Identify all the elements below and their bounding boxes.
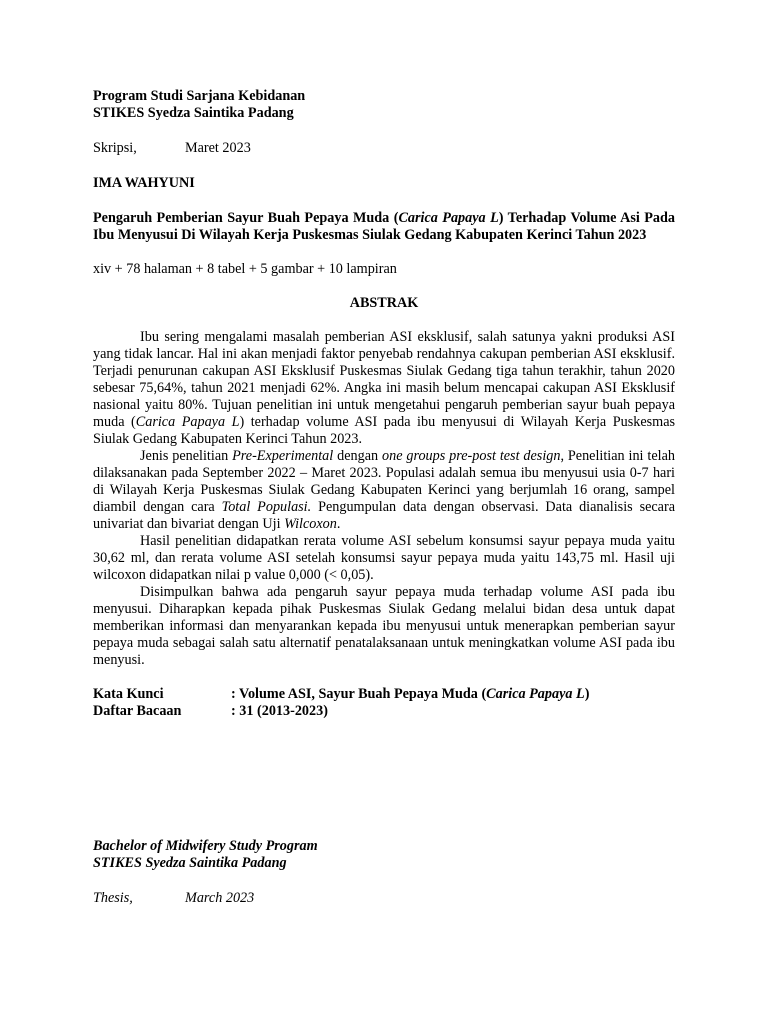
p2-text-a: Jenis penelitian xyxy=(140,448,233,464)
author-name: IMA WAHYUNI xyxy=(93,175,195,191)
keywords-label: Kata Kunci xyxy=(93,686,164,702)
program-name: Program Studi Sarjana Kebidanan xyxy=(93,88,306,104)
p2-italic-1: Pre-Experimental xyxy=(232,448,334,464)
abstract-paragraph-2 xyxy=(93,448,675,533)
p1-text-a: Ibu sering mengalami masalah pemberian ASI eksklusif, salah satunya yakni produksi ASI yang tidak lancar. Hal ini akan menjadi faktor penyebab rendahnya cakupan pemberian ASI eksklusif. Terjadi penurunan cakupan ASI Eksklusif Puskesmas Siulak Gedang tiga tahun terakhir, tahun 2020 sebesar 75,64%, tahun 2021 menjadi 62%. Angka ini masih belum mencapai cakupan ASI Eksklusif nasional yaitu 80%. Tujuan penelitian ini untuk mengetahui pengaruh pemberian sayur buah pepaya muda ( xyxy=(93,329,675,430)
thesis-title-part2: ) Terhadap Volume Asi Pada Ibu Menyusui Di Wilayah Kerja Puskesmas Siulak Gedang Kabupaten Kerinci Tahun 2023 xyxy=(93,210,675,243)
thesis-title-species: Carica Papaya L xyxy=(398,210,499,226)
keywords-species: Carica Papaya L xyxy=(486,686,585,702)
english-program-name: Bachelor of Midwifery Study Program xyxy=(93,838,318,854)
references-value: : 31 (2013-2023) xyxy=(231,703,328,719)
document-meta xyxy=(93,140,675,157)
keywords-value-a: : Volume ASI, Sayur Buah Pepaya Muda ( xyxy=(231,686,487,702)
p2-italic-4: Wilcoxon xyxy=(284,516,337,532)
p1-species: Carica Papaya L xyxy=(135,414,240,430)
abstract-paragraph-3: Hasil penelitian didapatkan rerata volume ASI sebelum konsumsi sayur pepaya muda yaitu 30,62 ml, dan rerata volume ASI setelah konsumsi sayur pepaya muda yaitu 143,75 ml. Hasil uji wilcoxon didapatkan nilai p value 0,000 (< 0,05). xyxy=(93,533,675,583)
english-document-type: Thesis, xyxy=(93,890,133,906)
keywords-row xyxy=(93,686,675,703)
pages-info: xiv + 78 halaman + 8 tabel + 5 gambar + 10 lampiran xyxy=(93,261,397,277)
keywords-value-b: ) xyxy=(584,686,590,702)
p2-italic-3: Total Populasi. xyxy=(221,499,312,515)
p2-text-c: , Penelitian ini telah dilaksanakan pada September 2022 – Maret 2023. Populasi adalah semua ibu menyusui usia 0-7 hari di Wilayah Kerja Puskesmas Siulak Gedang Kabupaten Kerinci yang berjumlah 16 orang, sampel diambil dengan cara xyxy=(93,448,675,515)
p2-text-b: dengan xyxy=(333,448,382,464)
english-institution-name: STIKES Syedza Saintika Padang xyxy=(93,855,287,871)
document-date: Maret 2023 xyxy=(185,140,251,156)
abstract-paragraph-1 xyxy=(93,329,675,448)
references-label: Daftar Bacaan xyxy=(93,703,182,719)
keywords-value xyxy=(231,686,589,703)
p1-text-b: ) terhadap volume ASI pada ibu menyusui di Wilayah Kerja Puskesmas Siulak Gedang Kabupaten Kerinci Tahun 2023. xyxy=(93,414,676,447)
p2-italic-2: one groups pre-post test design xyxy=(382,448,561,464)
document-type: Skripsi, xyxy=(93,140,137,156)
p2-text-d: Pengumpulan data dengan observasi. Data dianalisis secara univariat dan bivariat dengan Uji xyxy=(93,499,675,532)
p2-text-e: . xyxy=(336,516,341,532)
english-document-meta xyxy=(93,890,675,907)
institution-name: STIKES Syedza Saintika Padang xyxy=(93,105,294,121)
english-document-date: March 2023 xyxy=(185,890,255,906)
abstract-page xyxy=(93,88,675,907)
abstract-paragraph-4: Disimpulkan bahwa ada pengaruh sayur pepaya muda terhadap volume ASI pada ibu menyusui. Diharapkan kepada pihak Puskesmas Siulak Gedang melalui bidan desa untuk dapat memberikan informasi dan menyarankan kepada ibu menyusui untuk menerapkan pemberian sayur pepaya muda sebagai salah satu alternatif penatalaksanaan untuk meningkatkan volume ASI pada ibu menyusi. xyxy=(93,584,675,668)
thesis-title-part1: Pengaruh Pemberian Sayur Buah Pepaya Muda ( xyxy=(93,210,399,226)
abstract-heading: ABSTRAK xyxy=(349,295,419,311)
thesis-title xyxy=(93,210,675,244)
references-row xyxy=(93,703,675,720)
